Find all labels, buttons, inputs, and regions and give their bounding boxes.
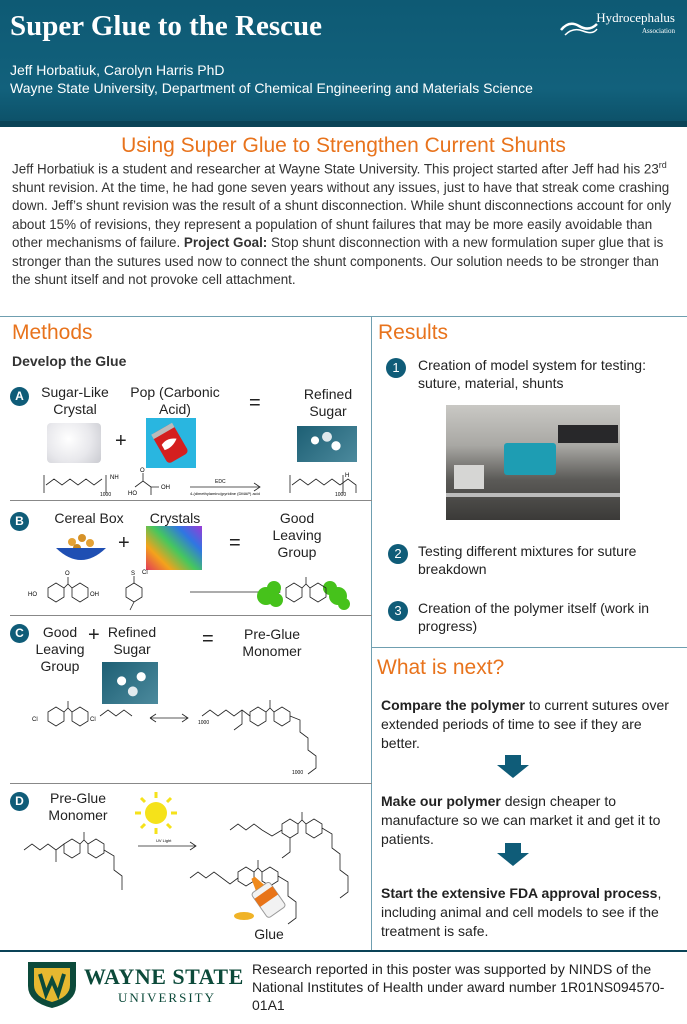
step-divider — [10, 615, 372, 616]
svg-text:Cl: Cl — [90, 717, 96, 723]
lab-setup-photo — [446, 405, 620, 520]
svg-text:OH: OH — [161, 485, 170, 491]
poster-affiliation: Wayne State University, Department of Chemical Engineering and Materials Science — [10, 80, 533, 96]
arrow-down-icon — [496, 755, 530, 779]
wsu-subtitle: UNIVERSITY — [118, 990, 216, 1005]
refined-sugar-label: Refined Sugar — [107, 624, 157, 657]
wave-icon — [559, 16, 599, 38]
good-leaving-group-label: Good Leaving Group — [272, 510, 322, 560]
svg-text:1000: 1000 — [198, 720, 210, 726]
logo-subtitle: Association — [641, 27, 675, 35]
sugar-crystal-label: Sugar-Like Crystal — [41, 384, 109, 417]
svg-text:O: O — [140, 468, 145, 474]
svg-text:H: H — [345, 473, 350, 479]
pre-glue-monomer-label: Pre-Glue Monomer — [242, 626, 302, 659]
section-divider — [0, 316, 687, 317]
step-c-reaction — [30, 688, 370, 788]
logo-name: Hydrocephalus — [596, 10, 675, 25]
refined-sugar-image — [297, 426, 357, 462]
result-number-3: 3 — [388, 601, 408, 621]
svg-text:1000: 1000 — [335, 492, 347, 498]
poster-authors: Jeff Horbatiuk, Carolyn Harris PhD — [10, 62, 225, 78]
pre-glue-monomer-label: Pre-Glue Monomer — [48, 790, 108, 823]
svg-text:HO: HO — [128, 491, 137, 497]
equals-sign: = — [249, 392, 261, 414]
step-b-badge: B — [10, 512, 29, 531]
wsu-name: WAYNE STATE — [84, 964, 244, 989]
result-text-2: Testing different mixtures for suture breakdown — [418, 543, 637, 577]
poster-title: Super Glue to the Rescue — [10, 10, 323, 42]
methods-subheading: Develop the Glue — [12, 353, 127, 369]
result-text-3: Creation of the polymer itself (work in progress) — [418, 600, 650, 634]
section-divider — [371, 647, 687, 648]
step-d-badge: D — [10, 792, 29, 811]
svg-text:4-(dimethylamino)pyridine (DMA: 4-(dimethylamino)pyridine (DMAP) acid — [190, 491, 260, 496]
column-divider — [371, 316, 372, 952]
pop-label: Pop (Carbonic Acid) — [130, 384, 220, 417]
svg-text:UV Light: UV Light — [156, 838, 172, 843]
plus-sign: + — [88, 624, 100, 646]
svg-text:EDC: EDC — [215, 479, 226, 485]
step-a-reaction — [40, 465, 370, 500]
svg-text:NH: NH — [110, 475, 119, 481]
step-d-reaction — [20, 800, 370, 940]
svg-text:HO: HO — [28, 592, 37, 598]
refined-sugar-label: Refined Sugar — [303, 386, 353, 419]
equals-sign: = — [202, 628, 214, 650]
svg-text:1000: 1000 — [292, 770, 304, 776]
poster-header — [0, 0, 687, 127]
funding-acknowledgment: Research reported in this poster was supported by NINDS of the National Institutes of Health under award number 1R01NS094570-01A1 — [252, 961, 665, 1013]
step-c-badge: C — [10, 624, 29, 643]
soda-can-image — [146, 418, 196, 468]
project-goal-label: Project Goal: — [183, 235, 268, 251]
methods-heading: Methods — [12, 321, 93, 344]
svg-text:1000: 1000 — [100, 492, 112, 498]
step-b-reaction — [10, 566, 370, 616]
hydrocephalus-association-logo — [559, 8, 677, 42]
plus-sign: + — [115, 430, 127, 452]
crystals-image — [146, 526, 202, 570]
sugar-crystal-image — [47, 423, 101, 463]
svg-text:Cl: Cl — [142, 570, 148, 576]
next-item-2: Make our polymer design cheaper to manufacture so we can market it and get it to patients. — [381, 793, 661, 847]
svg-text:O: O — [65, 571, 70, 577]
intro-heading: Using Super Glue to Strengthen Current Shunts — [121, 134, 566, 157]
next-heading: What is next? — [377, 656, 505, 679]
crystals-label: Crystals — [149, 510, 201, 526]
glue-bottle-image — [232, 868, 292, 928]
results-heading: Results — [378, 321, 449, 344]
result-number-1: 1 — [386, 358, 406, 378]
cereal-box-label: Cereal Box — [54, 510, 124, 526]
good-leaving-group-label: Good Leaving Group — [35, 624, 85, 674]
step-divider — [10, 783, 372, 784]
equals-sign: = — [229, 532, 241, 554]
result-text-1: Creation of model system for testing: suture, material, shunts — [418, 357, 646, 391]
glue-label: Glue — [254, 926, 284, 942]
result-number-2: 2 — [388, 544, 408, 564]
svg-text:Cl: Cl — [32, 717, 38, 723]
intro-paragraph: Jeff Horbatiuk is a student and researcher at Wayne State University. This project started after Jeff had his 23rd shunt revision. At the time, he had gone seven years without any issues, just to have that streak come crashing down. Jeff’s shunt revision was the result of a shunt disconnection. While shunt disconnections account for only about 15% of revisions, they represent a population of shunt failures that may be more easily avoidable than other mechanisms of failure. Project Goal: Stop shunt disconnection with a new formulation super glue that is stronger than the sutures used now to connect the shunt components. Our solution needs to be stronger than the shunt itself and not provoke cell attachment. — [12, 160, 672, 287]
next-item-1: Compare the polymer to current sutures over extended periods of time to see if they are better. — [381, 697, 669, 751]
arrow-down-icon — [496, 843, 530, 867]
plus-sign: + — [118, 532, 130, 554]
svg-text:S: S — [131, 571, 136, 577]
wsu-shield-icon — [26, 960, 78, 1010]
step-a-badge: A — [10, 387, 29, 406]
poster-footer — [0, 952, 687, 1024]
cereal-bowl-image — [52, 528, 110, 568]
step-divider — [10, 500, 372, 501]
next-item-3: Start the extensive FDA approval process, including animal and cell models to see if the treatment is safe. — [381, 885, 662, 939]
svg-text:OH: OH — [90, 592, 99, 598]
